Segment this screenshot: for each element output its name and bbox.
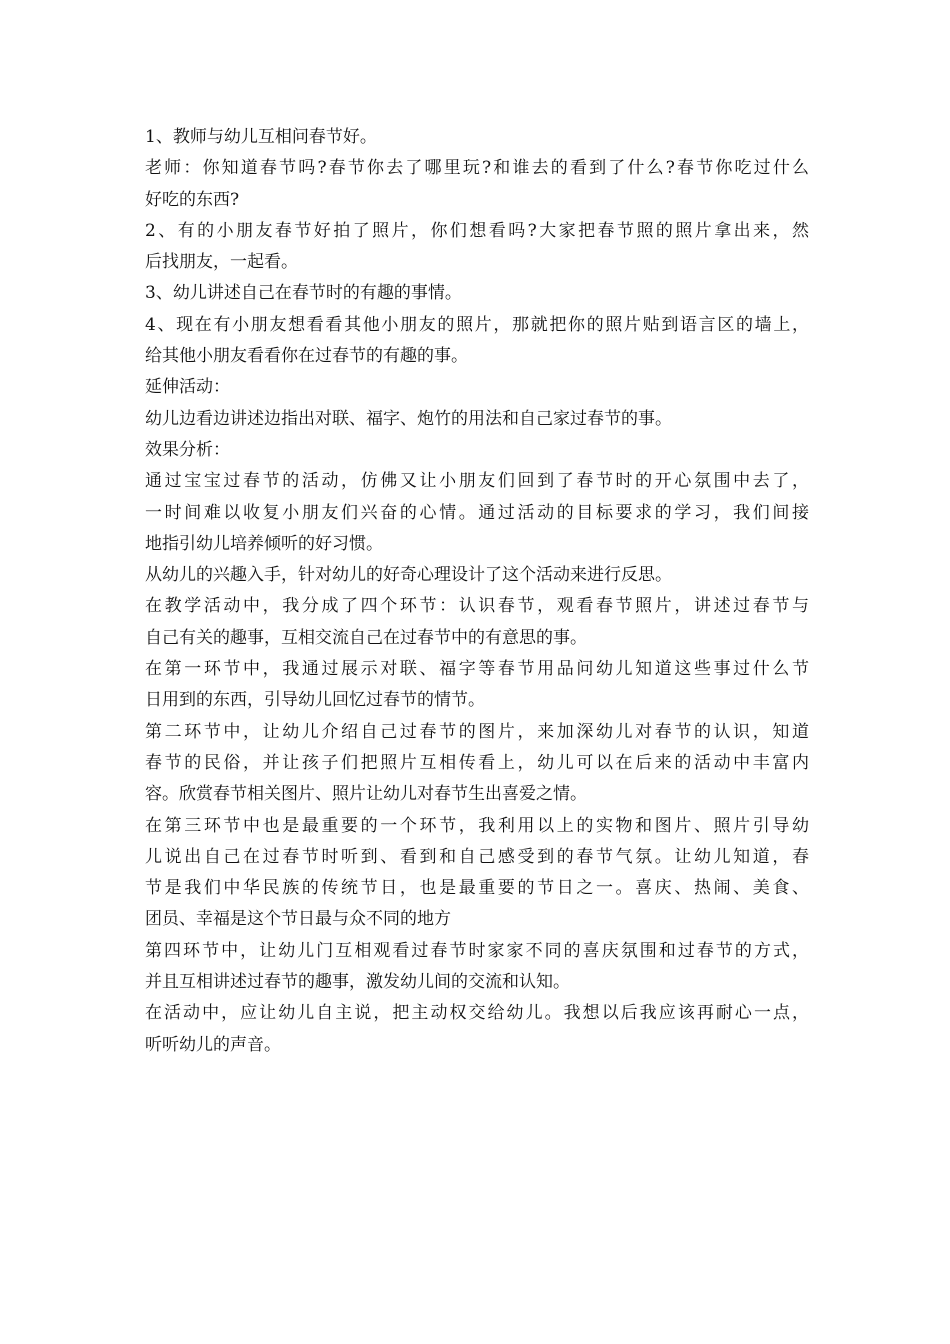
text-line: 一时间难以收复小朋友们兴奋的心情。通过活动的目标要求的学习，我们间接 <box>145 502 809 523</box>
text-line: 节是我们中华民族的传统节日，也是最重要的节日之一。喜庆、热闹、美食、 <box>145 878 809 899</box>
text-line: 在第一环节中，我通过展示对联、福字等春节用品问幼儿知道这些事过什么节 <box>145 659 809 680</box>
text-line: 春节的民俗，并让孩子们把照片互相传看上，幼儿可以在后来的活动中丰富内 <box>145 752 809 773</box>
text-line: 并且互相讲述过春节的趣事，激发幼儿间的交流和认知。 <box>145 972 570 993</box>
text-line: 在活动中，应让幼儿自主说，把主动权交给幼儿。我想以后我应该再耐心一点， <box>145 1003 809 1024</box>
text-line: 老师：你知道春节吗?春节你去了哪里玩?和谁去的看到了什么?春节你吃过什么 <box>145 158 809 179</box>
text-line: 容。欣赏春节相关图片、照片让幼儿对春节生出喜爱之情。 <box>145 784 587 805</box>
text-line: 3、幼儿讲述自己在春节时的有趣的事情。 <box>145 283 462 304</box>
text-line: 2、有的小朋友春节好拍了照片，你们想看吗?大家把春节照的照片拿出来，然 <box>145 220 809 241</box>
text-line: 4、现在有小朋友想看看其他小朋友的照片，那就把你的照片贴到语言区的墙上， <box>145 314 809 335</box>
text-line: 团员、幸福是这个节日最与众不同的地方 <box>145 909 451 930</box>
text-line: 自己有关的趣事，互相交流自己在过春节中的有意思的事。 <box>145 627 587 648</box>
text-line: 在第三环节中也是最重要的一个环节，我利用以上的实物和图片、照片引导幼 <box>145 815 809 836</box>
text-line: 通过宝宝过春节的活动，仿佛又让小朋友们回到了春节时的开心氛围中去了， <box>145 471 809 492</box>
text-line: 第四环节中，让幼儿门互相观看过春节时家家不同的喜庆氛围和过春节的方式， <box>145 940 809 961</box>
text-line: 第二环节中，让幼儿介绍自己过春节的图片，来加深幼儿对春节的认识，知道 <box>145 721 809 742</box>
text-line: 1、教师与幼儿互相问春节好。 <box>145 127 377 147</box>
text-line: 听听幼儿的声音。 <box>145 1034 281 1055</box>
section-heading: 延伸活动： <box>145 377 230 398</box>
text-line: 从幼儿的兴趣入手，针对幼儿的好奇心理设计了这个活动来进行反思。 <box>145 565 672 586</box>
text-line: 在教学活动中，我分成了四个环节：认识春节，观看春节照片，讲述过春节与 <box>145 596 809 617</box>
text-line: 地指引幼儿培养倾听的好习惯。 <box>145 533 383 554</box>
text-line: 后找朋友，一起看。 <box>145 252 298 273</box>
text-line: 好吃的东西? <box>145 189 240 210</box>
text-line: 幼儿边看边讲述边指出对联、福字、炮竹的用法和自己家过春节的事。 <box>145 408 672 429</box>
text-line: 给其他小朋友看看你在过春节的有趣的事。 <box>145 346 468 367</box>
document-body <box>145 122 809 1061</box>
section-heading: 效果分析： <box>145 439 230 460</box>
text-line: 儿说出自己在过春节时听到、看到和自己感受到的春节气氛。让幼儿知道，春 <box>145 846 809 867</box>
text-line: 日用到的东西，引导幼儿回忆过春节的情节。 <box>145 690 485 711</box>
